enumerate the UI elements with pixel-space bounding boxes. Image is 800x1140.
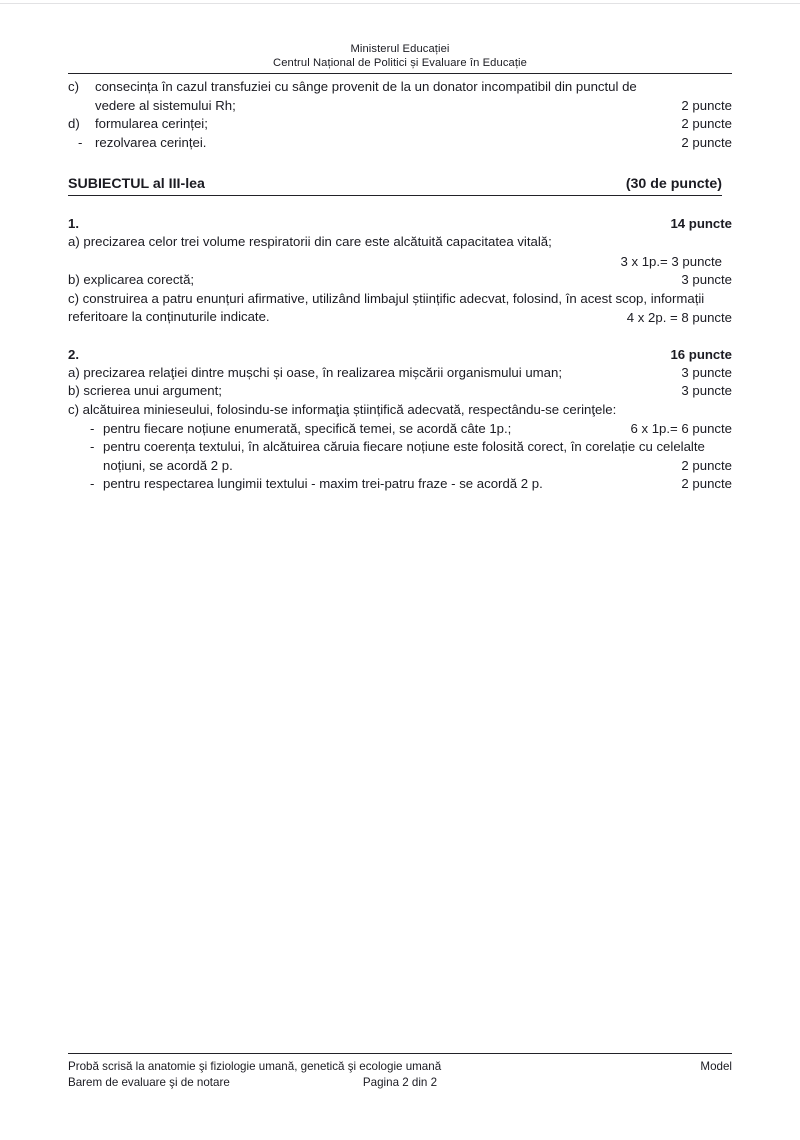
question-2-item-c [68,401,732,420]
question-1-points: 14 puncte [670,216,732,232]
question-2-sub-item-3-text: pentru respectarea lungimii textului - maxim trei-patru fraze - se acordă 2 p. [103,476,543,492]
header-ministry-line: Ministerul Educației [350,43,450,55]
answer-item-c-points: 2 puncte [681,97,732,113]
question-1-item-a [68,233,732,252]
answer-item-d-text-wrap [68,115,681,134]
footer-page-number: Pagina 2 din 2 [362,1076,438,1089]
question-2-item-b-points: 3 puncte [681,383,732,399]
question-2-sub-item-3-wrap [90,475,681,494]
document-header [68,0,732,70]
section-title-text: SUBIECTUL al III-lea [68,176,205,193]
answer-item-c-continued [68,78,732,115]
answer-item-dash-text-wrap [68,134,681,153]
question-2-sub-item-2-points: 2 puncte [681,458,732,474]
question-1-item-b-points: 3 puncte [681,271,732,287]
question-1-header [68,214,732,233]
question-1-item-b-text: b) explicarea corectă; [68,271,195,287]
question-2-item-b [68,382,732,401]
answer-item-d-points: 2 puncte [681,116,732,132]
question-1-item-b [68,271,732,290]
question-2-sub-item-2-text: pentru coerența textului, în alcătuirea căruia fiecare noțiune este folosită corect, în corelație cu celelalte noțiuni, se acordă 2 p. [103,439,705,473]
question-2-sub-item-1 [90,420,732,439]
question-2-item-b-text: b) scrierea unui argument; [68,383,222,399]
question-2-points: 16 puncte [670,346,732,362]
answer-item-dash-text: rezolvarea cerinței. [95,134,207,150]
footer-model-label: Model [700,1060,732,1073]
question-2-sub-item-1-marker: - [90,420,95,436]
question-1-item-c-points: 4 x 2p. = 8 puncte [626,309,732,325]
document-footer [68,1053,732,1091]
footer-divider [68,1053,732,1054]
answer-item-dash-points: 2 puncte [681,134,732,150]
question-2-number: 2. [68,346,79,362]
answer-item-c-marker: c) [68,79,79,94]
question-2-item-a-points: 3 puncte [681,364,732,380]
footer-subtitle: Barem de evaluare şi de notare [68,1075,230,1089]
question-2-sub-list [68,420,732,494]
header-divider [68,73,732,74]
question-2-sub-item-2-wrap [90,438,732,475]
question-2-sub-item-3 [90,475,732,494]
question-2-sub-item-3-points: 2 puncte [681,476,732,492]
footer-exam-title: Probă scrisă la anatomie şi fiziologie umană, genetică şi ecologie umană [68,1060,442,1073]
question-1-item-c-text: c) construirea a patru enunțuri afirmative, utilizând limbajul științific adecvat, folosind, în acest scop, informații referitoare la conținuturile indicate. [68,290,705,325]
question-2-sub-item-1-wrap [90,420,630,439]
question-1-item-a-points: 3 x 1p.= 3 puncte [620,253,722,269]
answer-item-dash [68,134,732,153]
answer-item-d-marker: d) [68,116,80,132]
answer-item-c-text: consecința în cazul transfuziei cu sânge provenit de la un donator incompatibil din punctul de vedere al sistemului Rh; [95,79,637,113]
question-2-item-a [68,364,732,383]
answer-item-c-text-wrap [68,78,681,115]
question-2-sub-item-2 [90,438,732,475]
question-2-item-a-text: a) precizarea relaţiei dintre mușchi și oase, în realizarea mișcării organismului uman; [68,364,563,380]
question-2-sub-item-2-marker: - [90,439,95,455]
answer-item-d-text: formularea cerinței; [95,116,208,132]
page-content [68,0,732,494]
answer-item-dash-marker: - [78,134,83,150]
question-1-item-a-text: a) precizarea celor trei volume respiratorii din care este alcătuită capacitatea vitală; [68,234,552,250]
question-2-item-c-text: c) alcătuirea minieseului, folosindu-se informaţia științifică adecvată, respectându-se cerinţele: [68,401,617,417]
section-heading [68,174,722,196]
answer-item-d [68,115,732,134]
question-2-sub-item-3-marker: - [90,476,95,492]
question-2-sub-item-1-points: 6 x 1p.= 6 puncte [630,420,732,436]
question-1-number: 1. [68,216,79,232]
question-2-header [68,345,732,364]
section-points: (30 de puncte) [625,176,722,193]
question-1-item-c [68,290,732,327]
header-center-line: Centrul Național de Politici și Evaluare în Educație [273,56,527,69]
question-2-sub-item-1-text: pentru fiecare noțiune enumerată, specifică temei, se acordă câte 1p.; [103,420,512,436]
